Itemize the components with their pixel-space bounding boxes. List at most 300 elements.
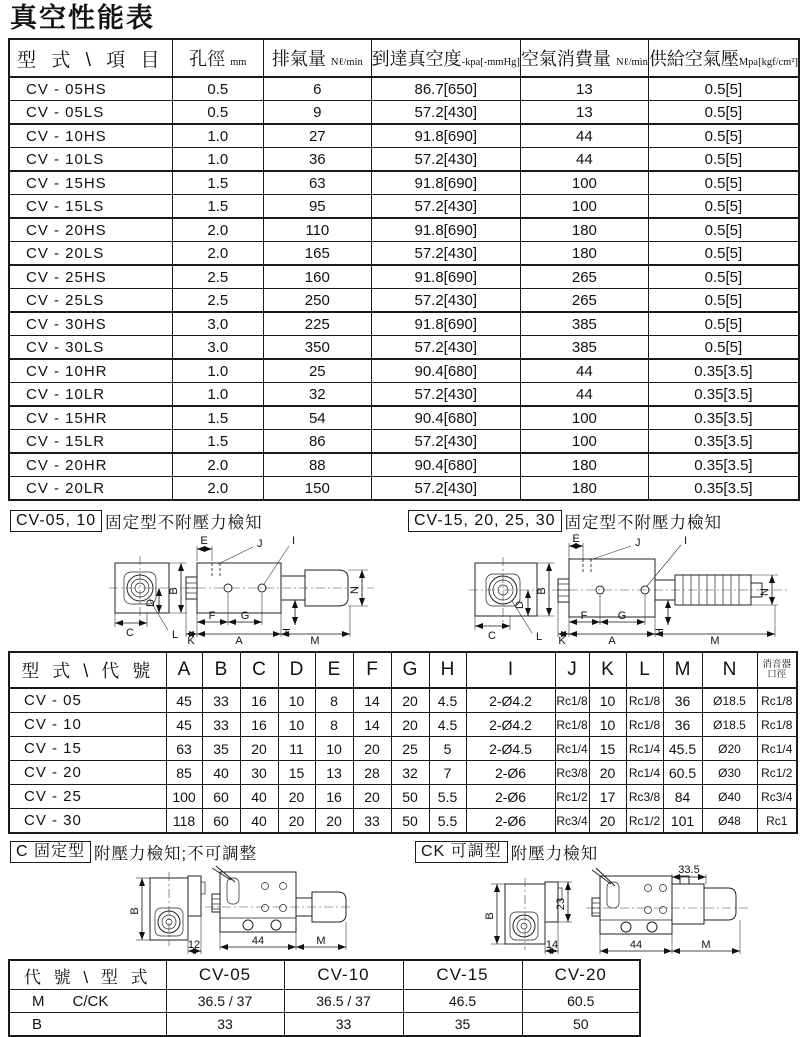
model-cell: CV - 15HR [9, 406, 172, 430]
cell: 180 [520, 477, 648, 501]
dim-label-g: G [617, 610, 627, 622]
cell: 1.5 [172, 195, 264, 219]
page-title: 真空性能表 [10, 3, 155, 33]
col-header-cv20: CV-20 [522, 960, 640, 990]
cell: 0.5[5] [648, 336, 799, 360]
cell: 60.5 [522, 990, 640, 1013]
dim-label-k: K [558, 635, 566, 647]
cell: 57.2[430] [371, 148, 520, 172]
model-cell: CV - 15HS [9, 171, 172, 195]
model-cell: CV - 30HS [9, 312, 172, 336]
dim-label-l: L [172, 629, 179, 641]
cell: 44 [520, 359, 648, 383]
cell: 225 [264, 312, 372, 336]
cell: 16 [240, 688, 278, 713]
table-row [9, 737, 797, 761]
cell: Rc1/8 [555, 688, 589, 713]
dim-label-14: 14 [545, 939, 559, 951]
table-row [9, 359, 799, 383]
dim-label-a: A [608, 635, 616, 647]
cell: 33 [284, 1013, 403, 1037]
cell: 0.5[5] [648, 148, 799, 172]
cell: 14 [353, 713, 391, 737]
cell: 250 [264, 289, 372, 313]
dim-label-h: H [281, 628, 293, 636]
muffler-line2: 口徑 [767, 669, 787, 680]
cell: 95 [264, 195, 372, 219]
cell: Rc1/2 [626, 809, 663, 834]
cell: 1.0 [172, 124, 264, 148]
cell: 90.4[680] [371, 453, 520, 477]
dim-label-m: M [316, 935, 326, 947]
dim-label-f: F [580, 610, 588, 622]
cell: 63 [264, 171, 372, 195]
cell: 2.0 [172, 477, 264, 501]
cell: 20 [278, 809, 315, 834]
cell: 60 [202, 809, 240, 834]
cell: 1.5 [172, 430, 264, 454]
cell: 265 [520, 289, 648, 313]
cell: 110 [264, 218, 372, 242]
dim-label-i: I [292, 535, 296, 547]
dim-label-b: B [536, 587, 548, 595]
table-row [9, 477, 799, 501]
cell: Rc1/2 [555, 785, 589, 809]
cell: 9 [264, 101, 372, 125]
cell: Ø40 [702, 785, 757, 809]
cell: 40 [240, 785, 278, 809]
cell: Rc1/8 [555, 713, 589, 737]
cell: 100 [520, 195, 648, 219]
cell: Rc1/8 [626, 688, 663, 713]
cell: 1.0 [172, 383, 264, 407]
cell: 17 [589, 785, 626, 809]
header-row [9, 39, 799, 77]
cell: 0.35[3.5] [648, 453, 799, 477]
cell: 0.5[5] [648, 265, 799, 289]
cell: 28 [353, 761, 391, 785]
dim-label-f: F [208, 610, 216, 622]
model-cell: CV - 15 [9, 737, 166, 761]
dim-label-m: M [701, 939, 711, 951]
model-cell: CV - 30 [9, 809, 166, 834]
cell: 7 [429, 761, 466, 785]
cell: 36 [663, 688, 702, 713]
header-unit: Nℓ/min [615, 57, 648, 68]
cell: 44 [520, 148, 648, 172]
table-row [9, 785, 797, 809]
cell: 100 [166, 785, 202, 809]
model-cell: CV - 05 [9, 688, 166, 713]
header-unit: Mpa[kgf/cm²] [738, 57, 798, 68]
cell: 5.5 [429, 809, 466, 834]
code-cell [9, 1013, 166, 1037]
cell: 0.35[3.5] [648, 430, 799, 454]
cell: 2.5 [172, 265, 264, 289]
col-header-consumption [520, 39, 648, 77]
model-cell: CV - 10 [9, 713, 166, 737]
ck-type-drawing [460, 864, 790, 956]
dim-label-m: M [310, 635, 320, 647]
cell: 57.2[430] [371, 195, 520, 219]
cell: 0.5[5] [648, 242, 799, 266]
dim-label-g: G [240, 610, 250, 622]
cell: Ø18.5 [702, 713, 757, 737]
cell: 63 [166, 737, 202, 761]
cell: 45.5 [663, 737, 702, 761]
cell: 57.2[430] [371, 242, 520, 266]
code-sub: C/CK [72, 992, 109, 1010]
cell: 100 [520, 406, 648, 430]
cell: 10 [278, 688, 315, 713]
cell: 0.5[5] [648, 124, 799, 148]
cell: 5 [429, 737, 466, 761]
table-row [9, 406, 799, 430]
dim-label-b: B [129, 907, 141, 915]
code-letter: M [32, 992, 45, 1010]
col-header-cv10: CV-10 [284, 960, 403, 990]
cell: 2-Ø6 [466, 761, 555, 785]
col-header-h: H [429, 652, 466, 688]
dim-label-d: D [145, 599, 157, 607]
cell: Rc3/4 [757, 785, 797, 809]
cell: 90.4[680] [371, 359, 520, 383]
cell: 91.8[690] [371, 124, 520, 148]
datasheet-page [0, 2, 800, 1033]
model-cell: CV - 20HS [9, 218, 172, 242]
section-caption-cv15-30 [408, 509, 722, 533]
col-header-b: B [202, 652, 240, 688]
cell: 11 [278, 737, 315, 761]
cell: Ø20 [702, 737, 757, 761]
col-header-m: M [663, 652, 702, 688]
table-row [9, 242, 799, 266]
dim-label-44: 44 [629, 939, 643, 951]
cell: 91.8[690] [371, 312, 520, 336]
table-row [9, 336, 799, 360]
section-captions-2 [0, 840, 800, 864]
model-range-box: CV-05, 10 [10, 510, 102, 532]
cell: 2.5 [172, 289, 264, 313]
cell: 36 [663, 713, 702, 737]
cell: 8 [315, 713, 353, 737]
dim-label-23: 23 [555, 897, 567, 911]
cell: 91.8[690] [371, 218, 520, 242]
col-header-code-model: 代 號 \ 型 式 [9, 960, 166, 990]
section-caption-label: 附壓力檢知 [510, 845, 599, 863]
cell: Rc1/8 [757, 688, 797, 713]
table-row [9, 148, 799, 172]
cell: 40 [202, 761, 240, 785]
cell: 33 [353, 809, 391, 834]
table-row [9, 218, 799, 242]
cell: 2-Ø4.2 [466, 688, 555, 713]
dimension-drawings-row-2 [0, 864, 800, 956]
cell: Ø18.5 [702, 688, 757, 713]
col-header-orifice [172, 39, 264, 77]
muffler-line1: 消音器 [762, 658, 791, 670]
model-range-box: C 固定型 [10, 841, 91, 863]
cell: 15 [589, 737, 626, 761]
col-header-i: I [466, 652, 555, 688]
dim-label-h: H [654, 628, 666, 636]
cell: 45 [166, 688, 202, 713]
dimension-table [8, 651, 798, 834]
cell: 50 [391, 785, 429, 809]
cell: 90.4[680] [371, 406, 520, 430]
cell: 0.35[3.5] [648, 477, 799, 501]
cell: 20 [278, 785, 315, 809]
cell: 85 [166, 761, 202, 785]
cell: 100 [520, 430, 648, 454]
vacuum-performance-table [8, 38, 800, 501]
header-text: 排氣量 [271, 49, 326, 69]
col-header-k: K [589, 652, 626, 688]
dim-label-33-5: 33.5 [678, 864, 700, 876]
cell: 54 [264, 406, 372, 430]
cell: 1.0 [172, 359, 264, 383]
cell: 150 [264, 477, 372, 501]
cell: 20 [589, 761, 626, 785]
cell: 91.8[690] [371, 171, 520, 195]
cell: 4.5 [429, 688, 466, 713]
model-cell: CV - 20LS [9, 242, 172, 266]
cell: 14 [353, 688, 391, 713]
cell: 20 [589, 809, 626, 834]
table-row [9, 1013, 640, 1037]
cell: 180 [520, 242, 648, 266]
dimension-drawings-row-1 [0, 533, 800, 645]
cell: 13 [520, 101, 648, 125]
cell: 0.35[3.5] [648, 383, 799, 407]
model-cell: CV - 20HR [9, 453, 172, 477]
model-cell: CV - 25LS [9, 289, 172, 313]
cell: 0.5[5] [648, 195, 799, 219]
cv15-30-drawing [450, 533, 795, 645]
col-header-a: A [166, 652, 202, 688]
dim-label-e: E [200, 535, 208, 547]
dim-label-c: C [126, 627, 134, 639]
col-header-cv15: CV-15 [403, 960, 522, 990]
cell: 5.5 [429, 785, 466, 809]
cell: 46.5 [403, 990, 522, 1013]
cell: Rc3/8 [555, 761, 589, 785]
cell: 25 [264, 359, 372, 383]
cell: 33 [202, 688, 240, 713]
dim-label-m: M [710, 635, 720, 647]
dim-label-12: 12 [187, 939, 201, 951]
cell: 1.0 [172, 148, 264, 172]
cell: 16 [240, 713, 278, 737]
cell: 0.5 [172, 101, 264, 125]
table-row [9, 761, 797, 785]
table-row [9, 688, 797, 713]
cell: Rc1/4 [626, 737, 663, 761]
table-row [9, 809, 797, 834]
table-row [9, 77, 799, 101]
dim-label-a: A [235, 635, 243, 647]
col-header-g: G [391, 652, 429, 688]
cell: 2-Ø4.5 [466, 737, 555, 761]
table-row [9, 383, 799, 407]
cell: 0.35[3.5] [648, 406, 799, 430]
cell: 10 [315, 737, 353, 761]
cell: 10 [589, 713, 626, 737]
dim-label-b: B [168, 587, 180, 595]
model-cell: CV - 10LR [9, 383, 172, 407]
header-unit: -kpa[-mmHg] [461, 57, 520, 68]
cell: 20 [391, 688, 429, 713]
cell: 25 [391, 737, 429, 761]
model-cell: CV - 25 [9, 785, 166, 809]
cell: Rc1/8 [757, 713, 797, 737]
cell: 36 [264, 148, 372, 172]
model-cell: CV - 10HR [9, 359, 172, 383]
dim-label-l: L [536, 631, 543, 643]
dim-label-c: C [488, 630, 496, 642]
cell: 350 [264, 336, 372, 360]
cell: 2-Ø6 [466, 785, 555, 809]
cell: 118 [166, 809, 202, 834]
cell: Rc1/4 [757, 737, 797, 761]
dim-label-j: J [635, 537, 641, 549]
col-header-muffler [757, 652, 797, 688]
header-text: 到達真空度 [371, 49, 462, 69]
cell: 0.35[3.5] [648, 359, 799, 383]
model-cell: CV - 15LS [9, 195, 172, 219]
cell: Ø48 [702, 809, 757, 834]
table-row [9, 990, 640, 1013]
table-row [9, 430, 799, 454]
cell: Rc1 [757, 809, 797, 834]
section-caption-label: 附壓力檢知;不可調整 [94, 845, 258, 863]
cell: 0.5[5] [648, 218, 799, 242]
table-row [9, 195, 799, 219]
dim-label-i: I [684, 535, 688, 547]
cell: 100 [520, 171, 648, 195]
cell: 1.5 [172, 406, 264, 430]
table-row [9, 265, 799, 289]
cell: Rc1/8 [626, 713, 663, 737]
cell: 13 [315, 761, 353, 785]
cell: 20 [240, 737, 278, 761]
cell: 36.5 / 37 [166, 990, 284, 1013]
col-header-j: J [555, 652, 589, 688]
cell: 16 [315, 785, 353, 809]
col-header-e: E [315, 652, 353, 688]
cell: 13 [520, 77, 648, 101]
cell: 6 [264, 77, 372, 101]
table-row [9, 312, 799, 336]
cell: 10 [278, 713, 315, 737]
cell: 57.2[430] [371, 101, 520, 125]
section-caption-ck-adjustable [415, 840, 598, 864]
cell: 2.0 [172, 453, 264, 477]
col-header-supply [648, 39, 799, 77]
cell: 50 [522, 1013, 640, 1037]
cell: Rc1/2 [757, 761, 797, 785]
cell: 33 [202, 713, 240, 737]
table-row [9, 101, 799, 125]
cell: 88 [264, 453, 372, 477]
c-type-drawing [100, 864, 360, 956]
col-header-d: D [278, 652, 315, 688]
cell: Rc1/4 [555, 737, 589, 761]
cell: 20 [353, 737, 391, 761]
dim-label-d: D [514, 601, 526, 609]
cell: 180 [520, 453, 648, 477]
cell: 50 [391, 809, 429, 834]
code-letter: B [32, 1015, 43, 1033]
table-row [9, 124, 799, 148]
cell: 265 [520, 265, 648, 289]
cell: 45 [166, 713, 202, 737]
cell: 2.0 [172, 242, 264, 266]
table-row [9, 453, 799, 477]
code-cell [9, 990, 166, 1013]
cell: 57.2[430] [371, 430, 520, 454]
header-unit: Nℓ/min [330, 57, 363, 68]
col-header-exhaust [264, 39, 372, 77]
col-header-model-code: 型 式 \ 代 號 [9, 652, 166, 688]
cell: 35 [202, 737, 240, 761]
cell: 15 [278, 761, 315, 785]
model-cell: CV - 20LR [9, 477, 172, 501]
cell: Rc3/4 [555, 809, 589, 834]
cell: 20 [315, 809, 353, 834]
header-row [9, 652, 797, 688]
cell: 60 [202, 785, 240, 809]
cell: 44 [520, 124, 648, 148]
cell: 44 [520, 383, 648, 407]
cell: 2-Ø6 [466, 809, 555, 834]
cell: 0.5[5] [648, 77, 799, 101]
cell: 101 [663, 809, 702, 834]
col-header-model: 型 式 \ 項 目 [9, 39, 172, 77]
cell: 91.8[690] [371, 265, 520, 289]
cell: 8 [315, 688, 353, 713]
dim-label-j: J [257, 538, 263, 550]
cell: 20 [391, 713, 429, 737]
cell: 3.0 [172, 312, 264, 336]
cell: 0.5[5] [648, 101, 799, 125]
col-header-l: L [626, 652, 663, 688]
section-caption-cv0510 [10, 509, 263, 533]
dim-label-n: N [349, 586, 361, 594]
cell: 84 [663, 785, 702, 809]
cell: 27 [264, 124, 372, 148]
cell: 35 [403, 1013, 522, 1037]
section-captions-1 [0, 509, 800, 533]
cell: 180 [520, 218, 648, 242]
model-cell: CV - 05HS [9, 77, 172, 101]
model-cell: CV - 25HS [9, 265, 172, 289]
cell: 20 [353, 785, 391, 809]
table-row [9, 713, 797, 737]
cell: 385 [520, 336, 648, 360]
col-header-f: F [353, 652, 391, 688]
cell: 4.5 [429, 713, 466, 737]
cell: 10 [589, 688, 626, 713]
header-text: 空氣消費量 [520, 49, 611, 69]
mb-size-table [8, 959, 641, 1037]
cell: 0.5[5] [648, 289, 799, 313]
model-cell: CV - 10LS [9, 148, 172, 172]
cell: 57.2[430] [371, 336, 520, 360]
cell: Rc3/8 [626, 785, 663, 809]
dim-label-b: B [484, 912, 496, 920]
cell: 165 [264, 242, 372, 266]
